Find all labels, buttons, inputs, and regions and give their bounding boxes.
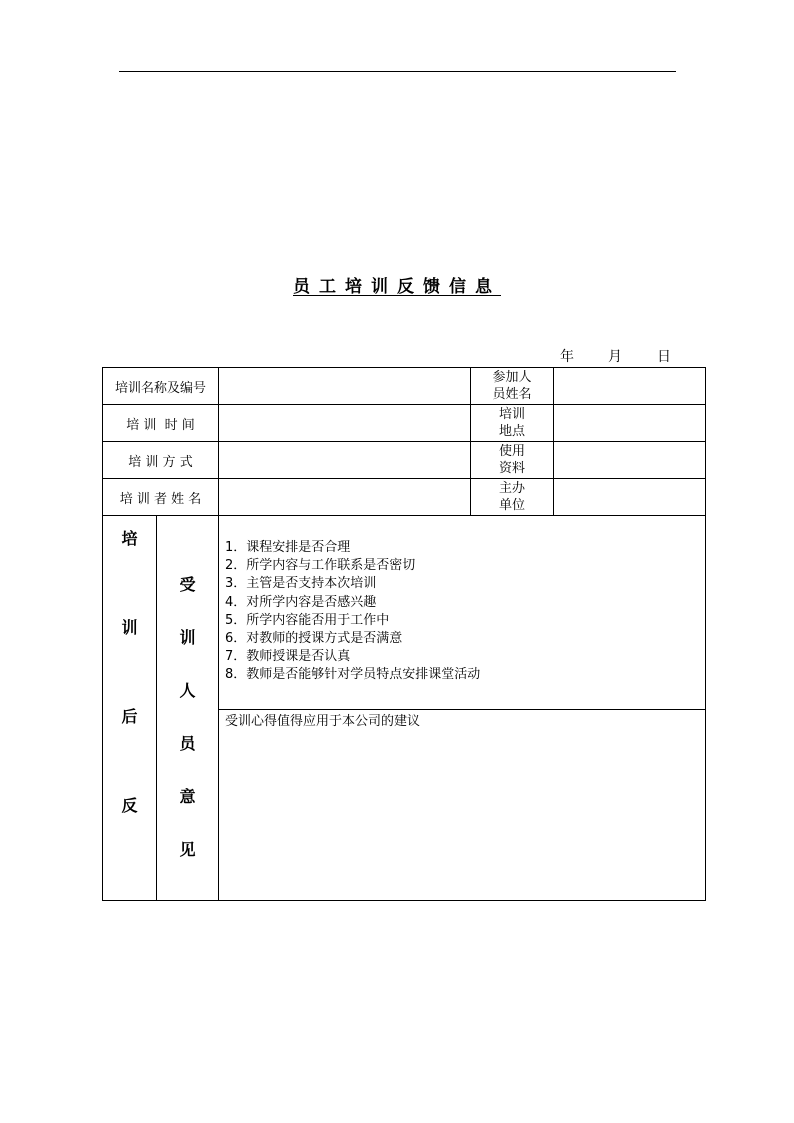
feedback-form-table	[102, 367, 706, 901]
question-item: 2．所学内容与工作联系是否密切	[225, 558, 416, 574]
trainer-name-field[interactable]	[219, 479, 471, 516]
training-name-field[interactable]	[219, 368, 471, 405]
training-time-label: 培 训 时 间	[103, 405, 219, 442]
trainee-opinion-label	[157, 516, 219, 901]
form-row	[103, 405, 706, 442]
trainer-name-label: 培 训 者 姓 名	[103, 479, 219, 516]
date-day-label: 日	[657, 349, 671, 365]
vertical-char: 培	[121, 529, 138, 548]
header-rule	[119, 71, 676, 72]
vertical-char: 人	[179, 681, 196, 700]
vertical-char: 意	[179, 787, 196, 806]
suggestion-label: 受训心得值得应用于本公司的建议	[225, 714, 421, 729]
question-item: 8．教师是否能够针对学员特点安排课堂活动	[225, 667, 481, 683]
feedback-row	[103, 516, 706, 710]
label-line: 参加人	[492, 370, 532, 385]
form-row	[103, 368, 706, 405]
vertical-char: 员	[179, 734, 196, 753]
training-location-field[interactable]	[554, 405, 706, 442]
label-line: 资料	[499, 461, 526, 476]
materials-label	[471, 442, 554, 479]
label-line: 地点	[499, 424, 526, 439]
training-location-label	[471, 405, 554, 442]
label-line: 单位	[499, 498, 526, 513]
question-item: 7．教师授课是否认真	[225, 649, 351, 665]
vertical-char: 训	[179, 628, 196, 647]
label-line: 使用	[499, 444, 526, 459]
date-month-label: 月	[608, 349, 622, 365]
question-item: 1．课程安排是否合理	[225, 540, 351, 555]
date-line	[560, 346, 671, 366]
vertical-char: 见	[179, 840, 196, 859]
question-item: 4．对所学内容是否感兴趣	[225, 594, 377, 610]
question-item: 6．对教师的授课方式是否满意	[225, 631, 403, 647]
vertical-char: 后	[121, 707, 138, 726]
training-time-field[interactable]	[219, 405, 471, 442]
materials-field[interactable]	[554, 442, 706, 479]
form-row	[103, 442, 706, 479]
form-row	[103, 479, 706, 516]
vertical-char: 反	[121, 796, 138, 815]
question-item: 5．所学内容能否用于工作中	[225, 612, 390, 628]
vertical-char: 训	[121, 618, 138, 637]
label-line: 主办	[499, 481, 526, 496]
label-line: 培训	[499, 407, 526, 422]
post-training-feedback-label	[103, 516, 157, 901]
training-method-label: 培 训 方 式	[103, 442, 219, 479]
organizer-label	[471, 479, 554, 516]
label-line: 员姓名	[492, 387, 532, 402]
participant-names-field[interactable]	[554, 368, 706, 405]
page-title: 员工培训反馈信息	[293, 277, 501, 297]
date-year-label: 年	[560, 349, 574, 365]
training-method-field[interactable]	[219, 442, 471, 479]
suggestion-cell[interactable]	[219, 710, 706, 901]
participant-names-label	[471, 368, 554, 405]
training-name-label: 培训名称及编号	[103, 368, 219, 405]
vertical-char: 受	[179, 575, 196, 594]
feedback-questions-cell[interactable]	[219, 516, 706, 710]
question-item: 3．主管是否支持本次培训	[225, 576, 377, 592]
organizer-field[interactable]	[554, 479, 706, 516]
